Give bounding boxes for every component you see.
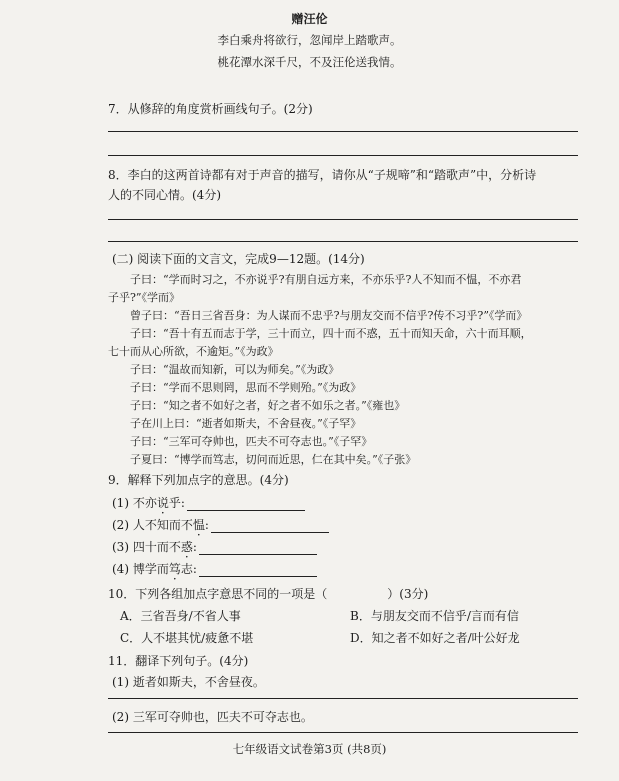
item-prefix: (3)	[112, 540, 133, 554]
classical-text-line: 子曰：“学而时习之，不亦说乎?有朋自远方来，不亦乐乎?人不知而不愠，不亦君	[130, 273, 522, 286]
classical-text-line: 子在川上曰：“逝者如斯夫，不舍昼夜。”《子罕》	[130, 417, 362, 430]
question-8-line-2: 人的不同心情。(4分)	[108, 188, 221, 202]
answer-line	[108, 155, 578, 156]
poem-line-2: 桃花潭水深千尺，不及汪伦送我情。	[217, 55, 402, 69]
option-b: B．与朋友交而不信乎/言而有信	[350, 609, 519, 623]
answer-line	[108, 131, 578, 132]
item-text: 志:	[180, 562, 197, 576]
classical-text-line: 子曰：“吾十有五而志于学，三十而立，四十而不惑，五十而知天命，六十而耳顺，	[130, 327, 532, 340]
item-prefix: (1)	[112, 496, 133, 510]
question-11-sentence-2: (2) 三军可夺帅也，匹夫不可夺志也。	[112, 710, 313, 724]
item-text: 四十而不	[132, 540, 181, 554]
page-footer: 七年级语文试卷第3页 (共8页)	[232, 742, 387, 756]
question-10-title	[108, 585, 428, 602]
poem-title: 赠汪伦	[291, 12, 328, 26]
answer-blank[interactable]	[187, 498, 305, 511]
question-9-item-3	[112, 538, 317, 555]
answer-blank[interactable]	[199, 564, 317, 577]
classical-text-line: 子曰：“三军可夺帅也，匹夫不可夺志也。”《子罕》	[130, 435, 373, 448]
answer-line	[108, 219, 578, 220]
item-text: 博学而	[132, 562, 169, 576]
classical-text-line: 子曰：“学而不思则罔，思而不学则殆。”《为政》	[130, 381, 362, 394]
classical-text-line: 七十而从心所欲，不逾矩。”《为政》	[108, 345, 279, 358]
answer-line	[108, 241, 578, 242]
answer-blank[interactable]	[199, 542, 317, 555]
question-7: 7．从修辞的角度赏析画线句子。(2分)	[108, 102, 313, 116]
question-9-item-2	[112, 516, 329, 533]
question-9-item-1	[112, 494, 305, 511]
question-11-sentence-1: (1) 逝者如斯夫，不舍昼夜。	[112, 675, 265, 689]
classical-text-line: 曾子曰：“吾日三省吾身：为人谋而不忠乎?与朋友交而不信乎?传不习乎?”《学而》	[130, 309, 528, 322]
classical-text-line: 子曰：“知之者不如好之者，好之者不如乐之者。”《雍也》	[130, 399, 406, 412]
item-text: 乎:	[168, 496, 185, 510]
classical-text-line: 子夏曰：“博学而笃志，切问而近思，仁在其中矣。”《子张》	[130, 453, 417, 466]
item-text: 不亦	[132, 496, 157, 510]
classical-text-line: 子乎?”《学而》	[108, 291, 181, 304]
answer-line	[108, 732, 578, 733]
dotted-char: 惑	[180, 540, 193, 554]
poem-line-1: 李白乘舟将欲行，忽闻岸上踏歌声。	[217, 33, 402, 47]
question-11-title: 11．翻译下列句子。(4分)	[108, 654, 249, 668]
question-10-score: ）(3分)	[387, 587, 429, 601]
dotted-char: 说	[156, 496, 169, 510]
item-text: 人不知而不	[132, 518, 193, 532]
dotted-char: 愠	[192, 518, 205, 532]
option-d: D．知之者不如好之者/叶公好龙	[350, 631, 520, 645]
item-prefix: (2)	[112, 518, 133, 532]
section-2-heading: (二) 阅读下面的文言文，完成9—12题。(14分)	[112, 252, 365, 266]
question-9-item-4	[112, 560, 317, 577]
option-c: C．人不堪其忧/疲惫不堪	[120, 631, 254, 645]
item-prefix: (4)	[112, 562, 133, 576]
answer-blank[interactable]	[211, 520, 329, 533]
item-text: :	[204, 518, 209, 532]
question-8-line-1: 8．李白的这两首诗都有对于声音的描写，请你从“子规啼”和“踏歌声”中，分析诗	[108, 168, 537, 182]
answer-line	[108, 698, 578, 699]
classical-text-line: 子曰：“温故而知新，可以为师矣。”《为政》	[130, 363, 340, 376]
dotted-char: 笃	[168, 562, 181, 576]
question-10-stem: 10．下列各组加点字意思不同的一项是（	[108, 587, 328, 601]
item-text: :	[192, 540, 197, 554]
option-a: A．三省吾身/不省人事	[120, 609, 241, 623]
question-9-title: 9．解释下列加点字的意思。(4分)	[108, 473, 289, 487]
